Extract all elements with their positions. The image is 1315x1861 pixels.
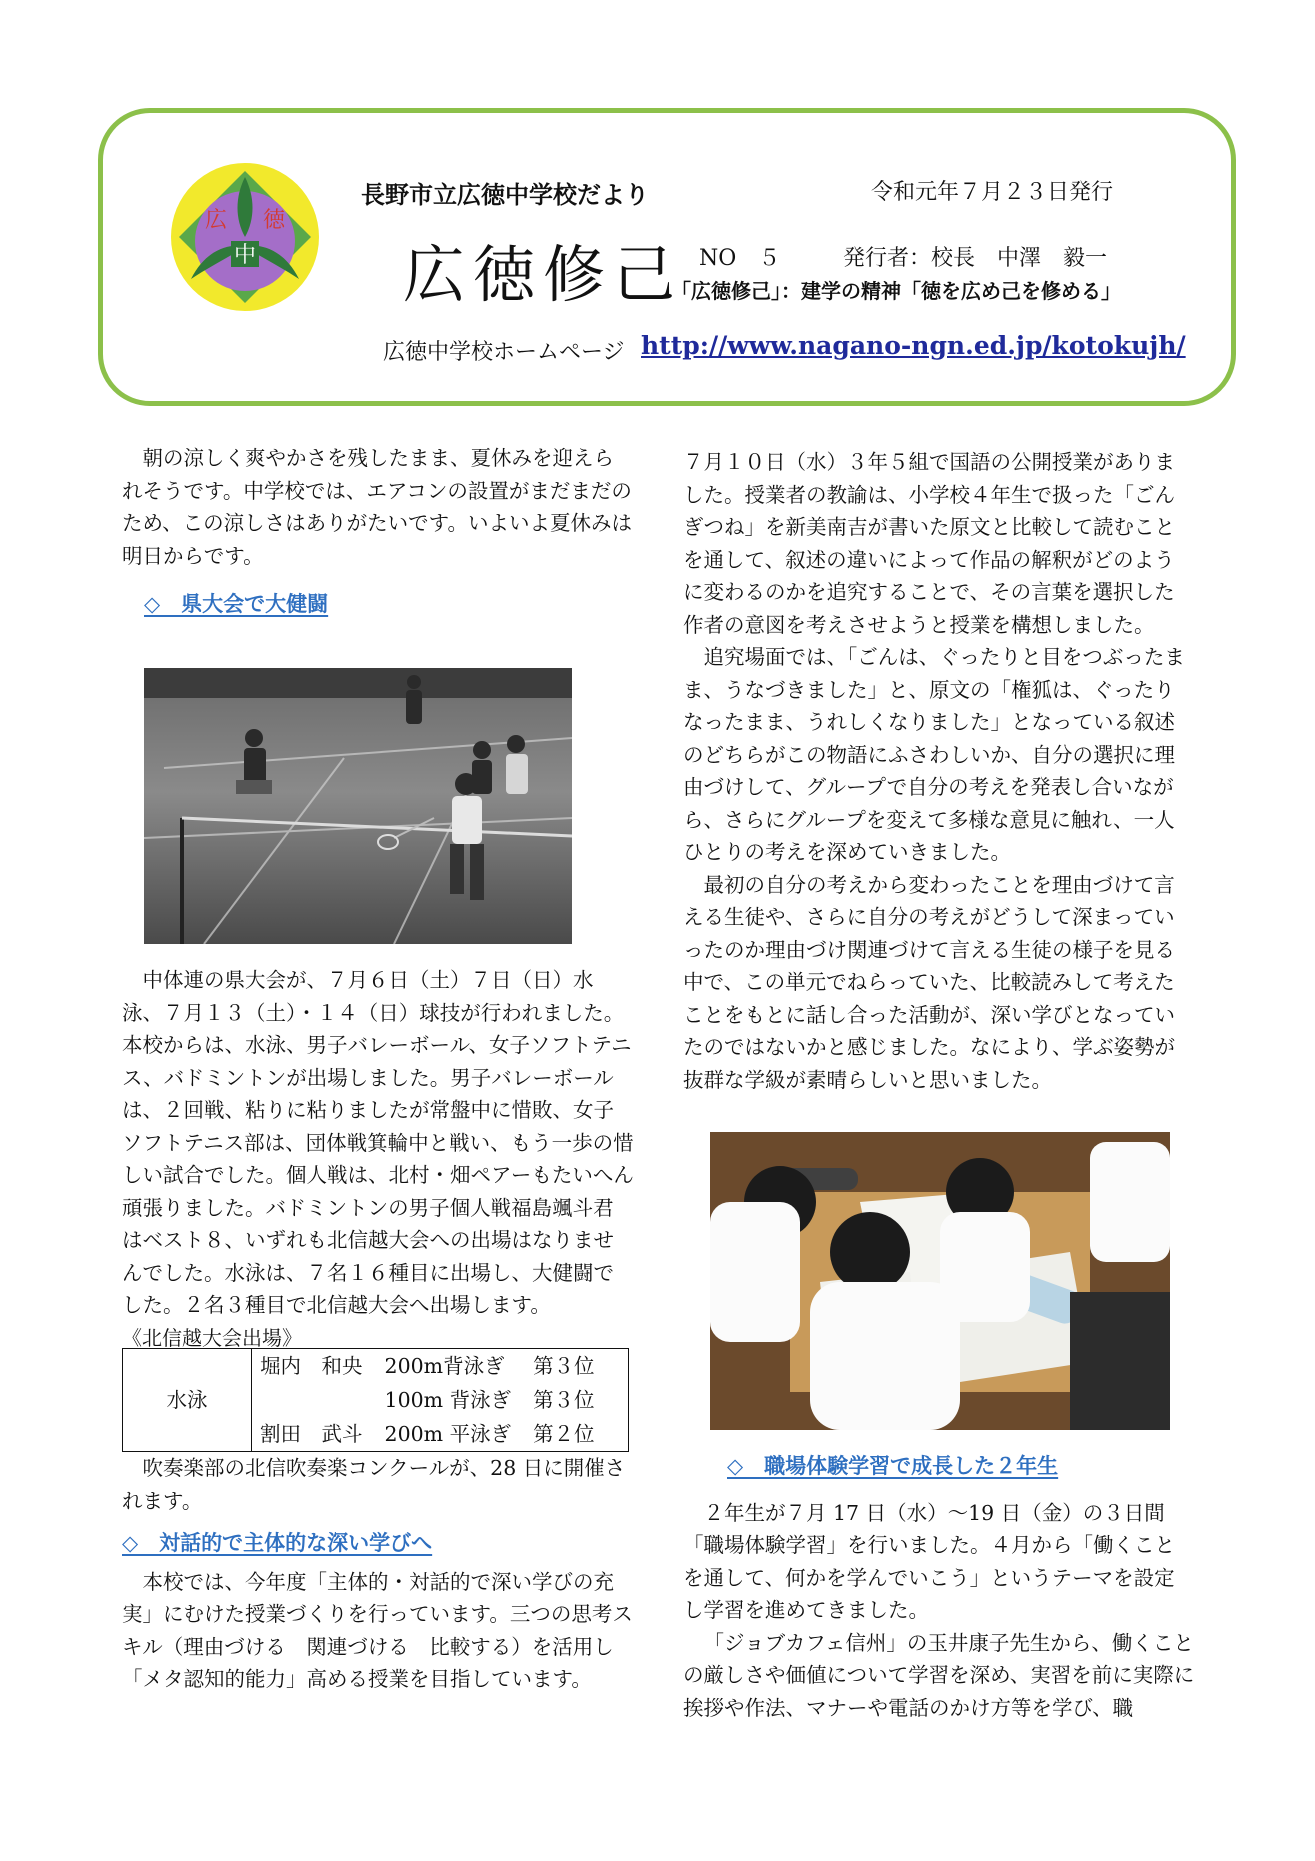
emblem-char-1: 広 bbox=[205, 208, 228, 233]
hokushinetsu-list-caption: 《北信越大会出場》 bbox=[122, 1325, 302, 1350]
work-experience-paragraph-2: 「ジョブカフェ信州」の玉井康子先生から、働くことの厳しさや価値について学習を深め、実習を前に実際に挨拶や作法、マナーや電話のかけ方等を学び、職 bbox=[683, 1630, 1195, 1720]
section-heading-prefecture-meet: ◇ 県大会で大健闘 bbox=[144, 592, 329, 616]
work-experience-paragraph-1: ２年生が７月 17 日（水）～19 日（金）の３日間「職場体験学習」を行いました。４月から「働くことを通して、何かを学んでいこう」というテーマを設定し学習を進めてきました。 bbox=[683, 1500, 1175, 1622]
left-column-lower bbox=[122, 964, 634, 1354]
issue-number: NO ５ bbox=[699, 246, 781, 271]
emblem-char-3: 中 bbox=[234, 243, 257, 268]
band-paragraph: 吹奏楽部の北信吹奏楽コンクールが、28 日に開催されます。 bbox=[122, 1456, 626, 1513]
issue-date: 令和元年７月２３日発行 bbox=[871, 180, 1114, 205]
left-column-bottom bbox=[122, 1452, 634, 1696]
school-emblem bbox=[169, 161, 321, 313]
result-cell bbox=[252, 1417, 629, 1452]
section-heading-work-experience: ◇ 職場体験学習で成長した２年生 bbox=[727, 1454, 1059, 1478]
result-cell bbox=[252, 1383, 629, 1417]
event-cell: 水泳 bbox=[123, 1349, 252, 1452]
race-place: 第２位 bbox=[533, 1422, 595, 1446]
motto: 「広徳修己」：建学の精神「徳を広め己を修める」 bbox=[671, 279, 1121, 303]
section-heading-deep-learning: ◇ 対話的で主体的な深い学びへ bbox=[122, 1531, 433, 1555]
badminton-photo bbox=[144, 668, 572, 944]
prefecture-meet-paragraph: 中体連の県大会が、７月６日（土）７日（日）水泳、７月１３（土）・１４（日）球技が行われました。本校からは、水泳、男子バレーボール、女子ソフトテニス、バドミントンが出場しました。男子バレーボールは、２回戦、粘りに粘りましたが常盤中に惜敗、女子ソフトテニス部は、団体戦箕輪中と戦い、もう一歩の惜しい試合でした。個人戦は、北村・畑ペアーもたいへん頑張りました。バドミントンの男子個人戦福島颯斗君はベスト８、いずれも北信越大会への出場はなりませんでした。水泳は、７名１６種目に出場し、大健闘でした。２名３種目で北信越大会へ出場します。 bbox=[122, 968, 634, 1317]
result-cell bbox=[252, 1349, 629, 1384]
race-place: 第３位 bbox=[533, 1354, 595, 1378]
intro-paragraph: 朝の涼しく爽やかさを残したまま、夏休みを迎えられそうです。中学校では、エアコンの設置がまだまだのため、この涼しさはありがたいです。いよいよ夏休みは明日からです。 bbox=[122, 446, 633, 568]
emblem-char-2: 徳 bbox=[263, 208, 286, 233]
homepage-link[interactable]: http://www.nagano-ngn.ed.jp/kotokujh/ bbox=[641, 331, 1186, 360]
results-table bbox=[122, 1348, 629, 1452]
classroom-photo bbox=[710, 1132, 1170, 1430]
table-row bbox=[123, 1349, 629, 1384]
race-name: 200m背泳ぎ bbox=[384, 1354, 505, 1378]
left-column bbox=[122, 442, 634, 621]
swimmer-name: 割田 武斗 bbox=[260, 1422, 363, 1446]
lesson-paragraph-2: 追究場面では、「ごんは、ぐったりと目をつぶったまま、うなづきました」と、原文の「権狐は、ぐったりなったまま、うれしくなりました」となっている叙述のどちらがこの物語にふさわしいか、自分の選択に理由づけして、グループで自分の考えを発表し合いながら、さらにグループを変えて多様な意見に触れ、一人ひとりの考えを深めていきました。 bbox=[683, 645, 1185, 864]
right-column-lower bbox=[683, 1450, 1195, 1724]
deep-learning-paragraph: 本校では、今年度「主体的・対話的で深い学びの充実」にむけた授業づくりを行っています。三つの思考スキル（理由づける 関連づける 比較する）を活用し「メタ認知的能力」高める授業を目指しています。 bbox=[122, 1569, 633, 1691]
school-name: 長野市立広徳中学校だより bbox=[361, 181, 649, 209]
lesson-paragraph-3: 最初の自分の考えから変わったことを理由づけて言える生徒や、さらに自分の考えがどうして深まっていったのか理由づけ関連づけて言える生徒の様子を見る中で、この単元でねらっていた、比較読みして考えたことをもとに話し合った活動が、深い学びとなっていたのではないかと感じました。なにより、学ぶ姿勢が抜群な学級が素晴らしいと思いました。 bbox=[683, 872, 1175, 1092]
race-place: 第３位 bbox=[533, 1388, 595, 1412]
masthead bbox=[98, 108, 1236, 406]
lesson-paragraph-1: ７月１０日（水）３年５組で国語の公開授業がありました。授業者の教諭は、小学校４年生で扱った「ごんぎつね」を新美南吉が書いた原文と比較して読むことを通して、叙述の違いによって作品の解釈がどのように変わるのかを追究することで、その言葉を選択した作者の意図を考えさせようと授業を構想しました。 bbox=[683, 450, 1175, 637]
right-column bbox=[683, 446, 1195, 1096]
race-name: 100m 背泳ぎ bbox=[384, 1388, 512, 1412]
swimmer-name: 堀内 和央 bbox=[260, 1354, 363, 1378]
newsletter-title: 広徳修己 bbox=[403, 238, 684, 311]
homepage-label: 広徳中学校ホームページ bbox=[383, 340, 625, 365]
issuer: 発行者：校長 中澤 毅一 bbox=[843, 246, 1108, 271]
race-name: 200m 平泳ぎ bbox=[384, 1422, 512, 1446]
